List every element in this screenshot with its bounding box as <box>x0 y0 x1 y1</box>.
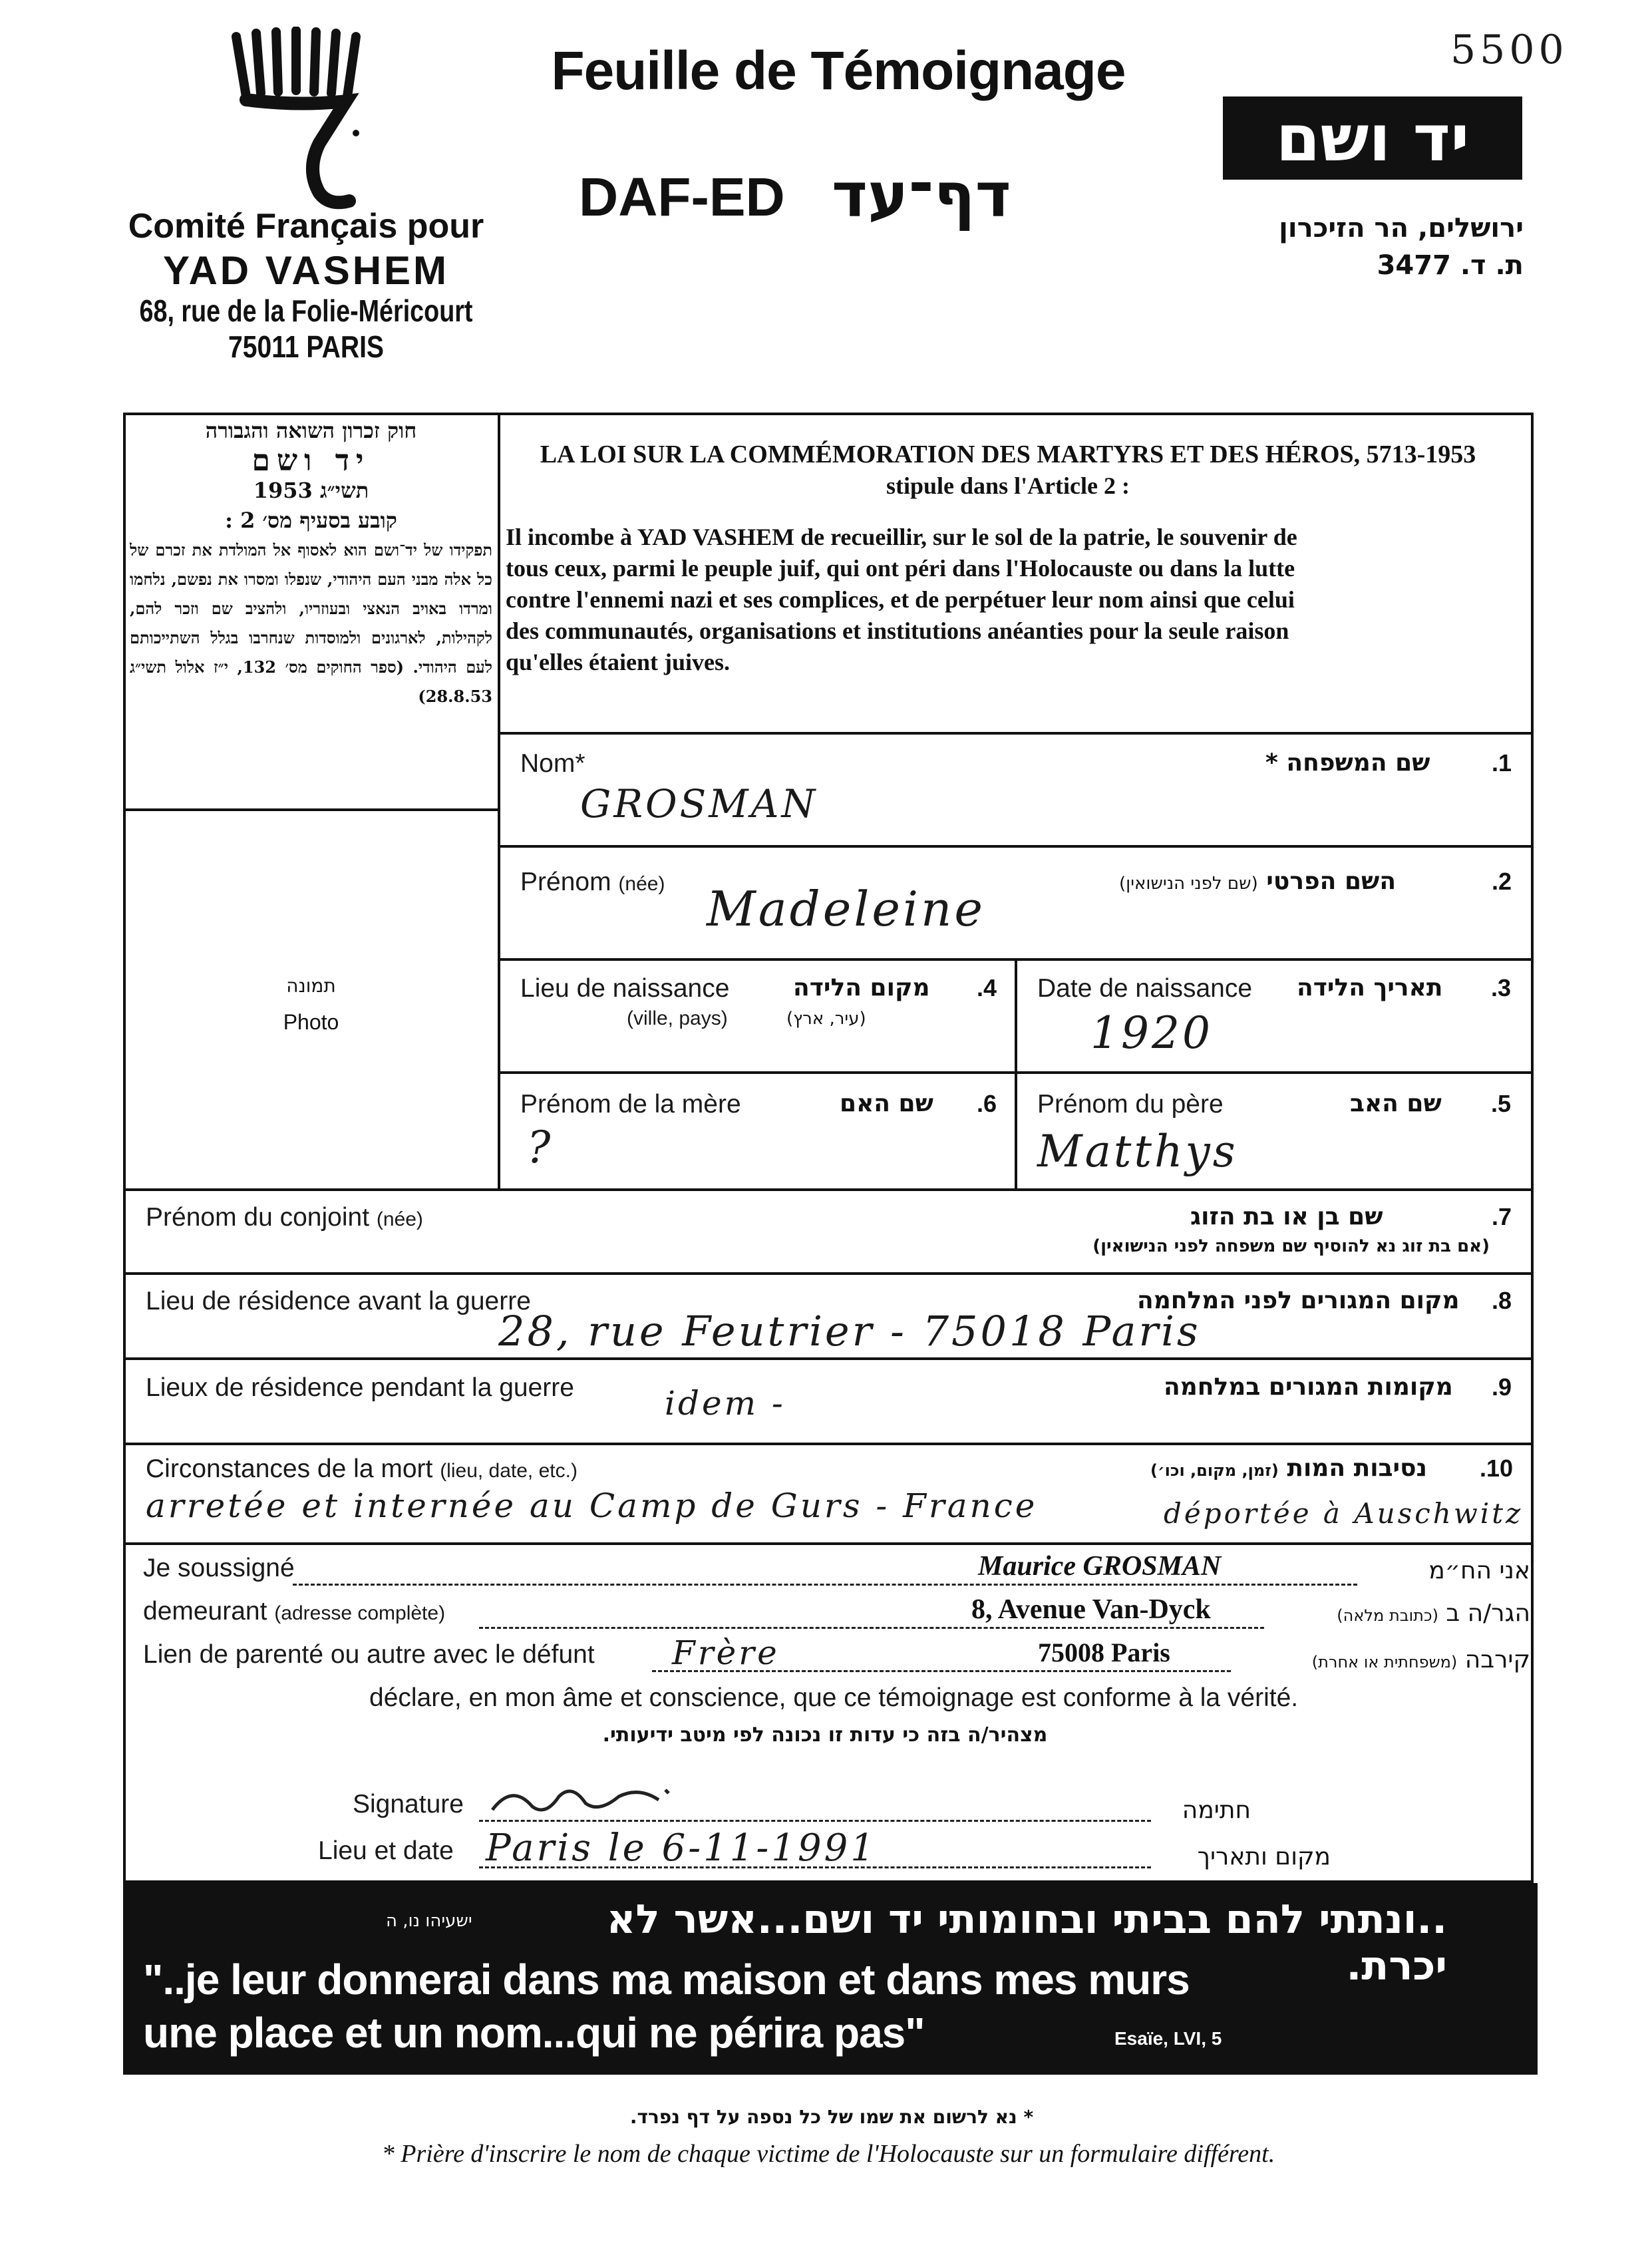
field-conjoint[interactable] <box>126 1191 1532 1272</box>
field-prenom-mere-value: ? <box>527 1122 554 1173</box>
page-subtitle-hebrew: דף־עד <box>832 160 1011 231</box>
law-heading: LA LOI SUR LA COMMÉMORATION DES MARTYRS ET DES HÉROS, 5713-1953 <box>540 440 1476 468</box>
field-lieu-naissance-label: Lieu de naissance <box>520 974 730 1003</box>
field-lieu-naissance-sublabel: (ville, pays) <box>627 1007 728 1029</box>
law-sidebar-line1: חוק זכרון השואה והגבורה <box>205 418 417 443</box>
field-prenom-mere[interactable] <box>500 1074 1014 1188</box>
field-prenom-mere-number: .6 <box>977 1090 997 1117</box>
lien-label: Lien de parenté ou autre avec le défunt <box>143 1640 595 1669</box>
document-number: 5500 <box>1450 27 1568 73</box>
field-prenom-mere-hebrew: שם האם <box>840 1090 933 1117</box>
heb-address-line2: ת. ד. 3477 <box>1377 250 1524 281</box>
field-circonstances-value-line1: arretée et internée au Camp de Gurs - France <box>146 1486 1038 1525</box>
field-nom-value: GROSMAN <box>580 781 818 826</box>
field-date-naissance-label: Date de naissance <box>1037 974 1253 1003</box>
field-conjoint-label: Prénom du conjoint (née) <box>146 1203 423 1232</box>
lien-hebrew: קירבה (משפחתית או אחרת) <box>1311 1646 1530 1673</box>
field-residence-pendant-label: Lieux de résidence pendant la guerre <box>146 1373 574 1402</box>
field-nom-hebrew: שם המשפחה * <box>1265 749 1430 777</box>
yad-vashem-logo-box <box>1223 96 1522 180</box>
org-line2: YAD VASHEM <box>162 248 450 293</box>
field-lieu-naissance[interactable] <box>500 961 1014 1071</box>
banner-fr-ref: Esaïe, LVI, 5 <box>1114 2028 1222 2049</box>
field-residence-avant-value: 28, rue Feutrier - 75018 Paris <box>498 1307 1201 1355</box>
field-prenom-number: .2 <box>1492 868 1512 895</box>
field-nom-number: .1 <box>1492 749 1512 777</box>
photo-label: Photo <box>283 1010 339 1034</box>
lien-value[interactable]: Frère <box>672 1634 780 1672</box>
signature-label: Signature <box>353 1790 464 1819</box>
field-date-naissance[interactable] <box>1017 961 1532 1071</box>
field-prenom-pere-value: Matthys <box>1037 1126 1238 1177</box>
yad-vashem-logo-text: יד ושם <box>1275 100 1470 176</box>
demeurant-label: demeurant (adresse complète) <box>143 1597 446 1626</box>
field-prenom-pere-number: .5 <box>1491 1090 1512 1117</box>
law-subheading: stipule dans l'Article 2 : <box>886 472 1130 499</box>
field-residence-avant-label: Lieu de résidence avant la guerre <box>146 1287 531 1315</box>
field-residence-pendant-number: .9 <box>1492 1373 1512 1401</box>
law-line2: tous ceux, parmi le peuple juif, qui ont péri dans l'Holocauste ou dans la lutte <box>506 555 1295 582</box>
field-circonstances-number: .10 <box>1480 1455 1514 1482</box>
field-conjoint-number: .7 <box>1492 1203 1512 1230</box>
law-line1: Il incombe à YAD VASHEM de recueillir, sur le sol de la patrie, le souvenir de <box>506 524 1297 550</box>
field-circonstances-value-line2: déportée à Auschwitz <box>1164 1497 1524 1530</box>
law-sidebar-body: תפקידו של יד־ושם הוא לאסוף אל המולדת את זכרם של כל אלה מבני העם היהודי, שנפלו ומסרו את נפשם, נלחמו ומרדו באויב הנאצי ובעוזריו, ולהציב שם וזכר להם, לקהילות, לארגונים ולמוסדות שנחרבו בגלל השתייכותם לעם היהודי. (ספר החוקים מס׳ 132, י״ז אלול תשי״ג 28.8.53) <box>130 540 492 706</box>
field-residence-pendant-hebrew: מקומות המגורים במלחמה <box>1164 1373 1453 1401</box>
soussigne-hebrew: אני הח״מ <box>1428 1557 1530 1584</box>
sidebar-divider <box>123 808 499 811</box>
page-subtitle-latin: DAF-ED <box>579 167 785 228</box>
field-nom[interactable] <box>500 735 1532 845</box>
field-prenom-value: Madeleine <box>707 881 985 937</box>
field-residence-avant-hebrew: מקום המגורים לפני המלחמה <box>1137 1287 1460 1314</box>
banner-fr-line2: une place et un nom...qui ne périra pas" <box>143 2009 925 2057</box>
field-lieu-naissance-hebrew-sub: (עיר, ארץ) <box>786 1009 866 1029</box>
field-residence-avant-number: .8 <box>1492 1287 1512 1314</box>
field-nom-label: Nom* <box>520 749 585 778</box>
field-prenom-pere-hebrew: שם האב <box>1350 1090 1442 1117</box>
quote-banner <box>123 1883 1538 2075</box>
field-prenom-hebrew: השם הפרטי (שם לפני הנישואין) <box>1119 868 1397 895</box>
field-circonstances[interactable] <box>126 1445 1532 1542</box>
lien-city: 75008 Paris <box>1038 1638 1170 1667</box>
field-lieu-naissance-hebrew: מקום הלידה <box>793 974 930 1001</box>
heb-address-line1: ירושלים, הר הזיכרון <box>1279 213 1524 244</box>
field-prenom-pere-label: Prénom du père <box>1037 1090 1224 1119</box>
lieu-date-value[interactable]: Paris le 6-11-1991 <box>486 1826 877 1870</box>
field-conjoint-hebrew-sub: (אם בת זוג נא להוסיף שם משפחה לפני הנישואין) <box>1092 1236 1490 1256</box>
law-sidebar-line2: יד ושם <box>251 444 371 478</box>
field-prenom-label: Prénom (née) <box>520 868 665 896</box>
signature-hebrew: חתימה <box>1182 1797 1251 1824</box>
law-line5: qu'elles étaient juives. <box>506 649 730 675</box>
footer-hebrew-note: * נא לרשום את שמו של כל נספה על דף נפרד. <box>629 2106 1034 2128</box>
banner-hebrew-ref: ישעיהו נו, ה <box>386 1911 472 1931</box>
soussigne-label: Je soussigné <box>143 1554 295 1582</box>
org-address-line1: 68, rue de la Folie-Méricourt <box>139 293 473 328</box>
field-circonstances-hebrew: נסיבות המות (זמן, מקום, וכו׳) <box>1150 1455 1427 1482</box>
law-sidebar-line4: קובע בסעיף מס׳ 2 : <box>225 508 397 533</box>
banner-fr-line1: "..je leur donnerai dans ma maison et dans mes murs <box>143 1956 1190 2003</box>
field-residence-avant[interactable] <box>126 1275 1532 1357</box>
field-lieu-naissance-number: .4 <box>977 974 997 1001</box>
yad-vashem-menorah-emblem-icon <box>220 27 379 213</box>
law-sidebar <box>130 416 492 711</box>
field-conjoint-hebrew: שם בן או בת הזוג <box>1190 1203 1383 1230</box>
field-date-naissance-hebrew: תאריך הלידה <box>1297 974 1443 1001</box>
field-prenom-pere[interactable] <box>1017 1074 1532 1188</box>
signature-scribble[interactable] <box>486 1770 725 1823</box>
banner-hebrew-line: ..ונתתי להם בביתי ובחומותי יד ושם...אשר לא יכרת. <box>606 1896 1447 1990</box>
soussigne-value[interactable]: Maurice GROSMAN <box>978 1551 1222 1582</box>
declaration-heb: מצהיר/ה בזה כי עדות זו נכונה לפי מיטב ידיעותי. <box>602 1723 1048 1747</box>
lieu-date-label: Lieu et date <box>318 1836 454 1865</box>
page-title: Feuille de Témoignage <box>551 41 1126 101</box>
lieu-date-hebrew: מקום ותאריך <box>1197 1843 1331 1870</box>
law-line4: des communautés, organisations et institutions anéanties pour la seule raison <box>506 617 1289 644</box>
footer-fr-note: * Prière d'inscrire le nom de chaque victime de l'Holocauste sur un formulaire différent. <box>381 2140 1275 2168</box>
org-line1: Comité Français pour <box>128 207 484 246</box>
demeurant-value[interactable]: 8, Avenue Van-Dyck <box>971 1594 1211 1625</box>
law-sidebar-line3: תשי״ג 1953 <box>253 478 369 503</box>
field-prenom-mere-label: Prénom de la mère <box>520 1090 741 1119</box>
org-address-line2: 75011 PARIS <box>228 329 385 364</box>
field-circonstances-label: Circonstances de la mort (lieu, date, etc.) <box>146 1455 578 1483</box>
law-line3: contre l'ennemi nazi et ses complices, et de perpétuer leur nom ainsi que celui <box>506 586 1295 613</box>
law-text-box <box>506 439 1510 678</box>
declaration-fr: déclare, en mon âme et conscience, que ce témoignage est conforme à la vérité. <box>369 1683 1299 1712</box>
field-residence-pendant-value: idem - <box>665 1384 786 1423</box>
field-date-naissance-number: .3 <box>1491 974 1512 1001</box>
field-date-naissance-value: 1920 <box>1090 1007 1213 1059</box>
field-residence-pendant[interactable] <box>126 1360 1532 1443</box>
demeurant-hebrew: הגר/ה ב (כתובת מלאה) <box>1337 1600 1530 1627</box>
field-prenom[interactable] <box>500 848 1532 958</box>
photo-label-hebrew: תמונה <box>286 975 336 997</box>
